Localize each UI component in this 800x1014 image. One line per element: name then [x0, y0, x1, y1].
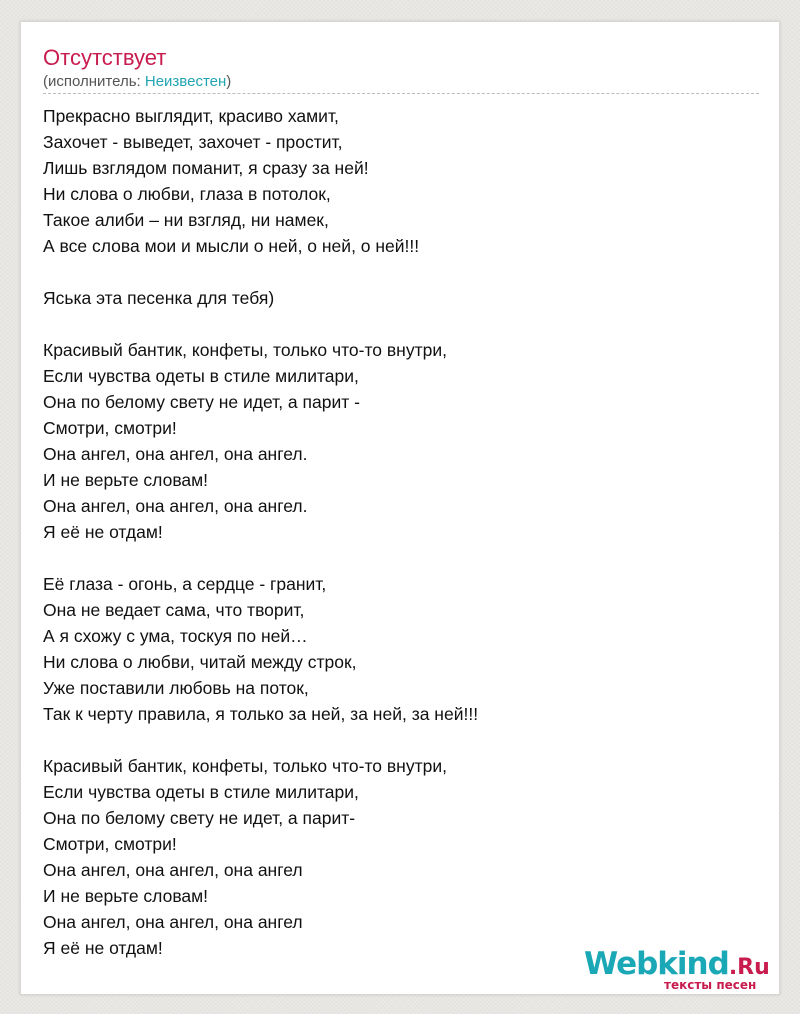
lyrics-card — [20, 21, 780, 995]
artist-link[interactable]: Неизвестен — [144, 73, 227, 90]
artist-line — [43, 73, 231, 91]
title-divider — [43, 93, 759, 94]
lyrics-text: Прекрасно выглядит, красиво хамит, Захочет - выведет, захочет - простит, Лишь взглядом поманит, я сразу за ней! Ни слова о любви, глаза в потолок, Такое алиби – ни взгляд, ни намек, А все слова мои и мысли о ней, о ней, о ней!!! Яська эта песенка для тебя) Красивый бантик, конфеты, только что-то внутри, Если чувства одеты в стиле милитари, Она по белому свету не идет, а парит - Смотри, смотри! Она ангел, она ангел, она ангел. И не верьте словам! Она ангел, она ангел, она ангел. Я её не отдам! Её глаза - огонь, а сердце - гранит, Она не ведает сама, что творит, А я схожу с ума, тоскуя по ней… Ни слова о любви, читай между строк, Уже поставили любовь на поток, Так к черту правила, я только за ней, за ней, за ней!!! Красивый бантик, конфеты, только что-то внутри, Если чувства одеты в стиле милитари, Она по белому свету не идет, а парит- Смотри, смотри! Она ангел, она ангел, она ангел И не верьте словам! Она ангел, она ангел, она ангел Я её не отдам! — [43, 106, 479, 958]
artist-suffix: ) — [226, 73, 232, 90]
logo-tld: .Ru — [728, 955, 770, 980]
logo-tagline: тексты песен — [664, 978, 757, 992]
site-logo[interactable] — [584, 945, 784, 1001]
song-title: Отсутствует — [43, 45, 167, 70]
artist-prefix: (исполнитель: — [43, 73, 145, 90]
logo-main-text: Webkind — [584, 946, 729, 982]
